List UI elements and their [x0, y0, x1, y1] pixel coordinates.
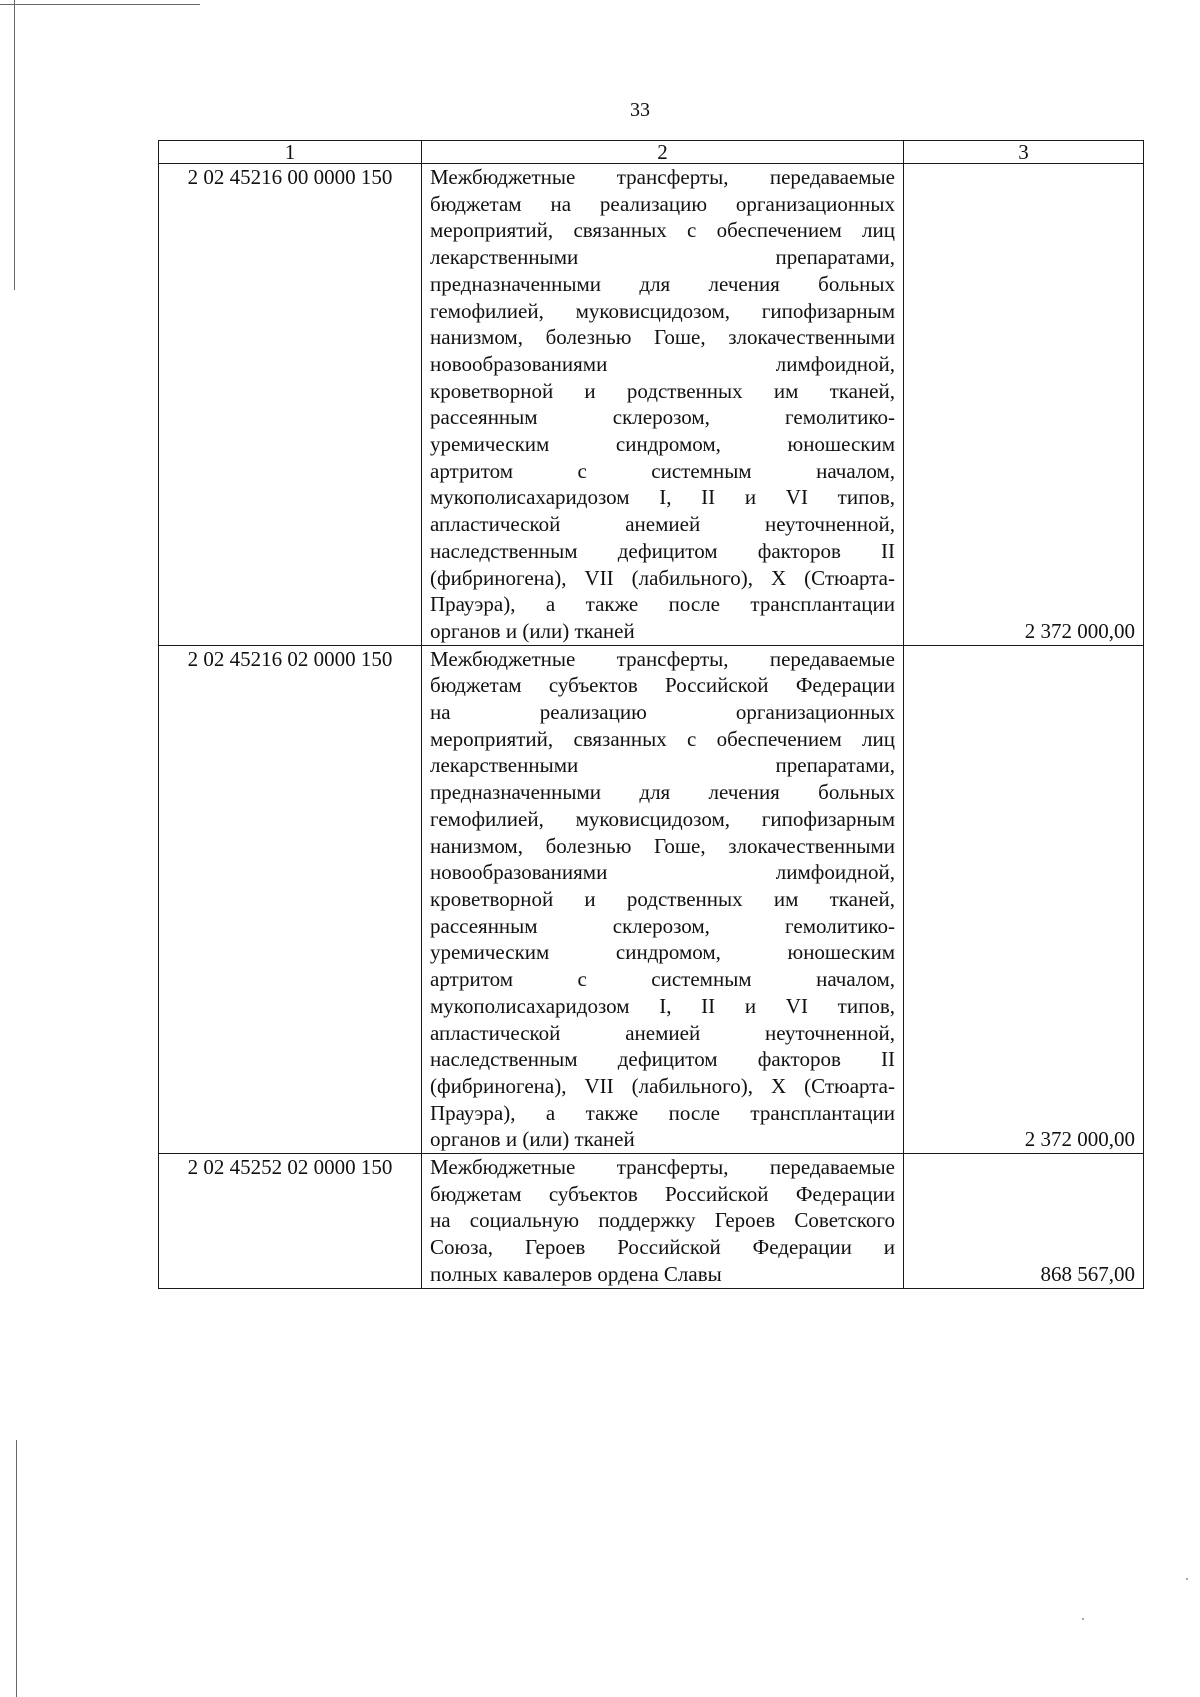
description-line: апластической анемией неуточненной,	[430, 1020, 895, 1045]
description-line: рассеянным склерозом, гемолитико-	[430, 913, 895, 938]
description-cell	[422, 164, 904, 646]
description-line: Прауэра), а также после трансплантации	[430, 592, 895, 617]
description-line: Межбюджетные трансферты, передаваемые	[430, 165, 895, 189]
description-line: мероприятий, связанных с обеспечением лиц	[430, 726, 895, 751]
budget-code-cell: 2 02 45216 00 0000 150	[159, 164, 422, 646]
column-header: 1	[159, 141, 422, 164]
description-line: нанизмом, болезнью Гоше, злокачественными	[430, 833, 895, 858]
description-line: кроветворной и родственных им тканей,	[430, 378, 895, 403]
description-line: на социальную поддержку Героев Советского	[430, 1208, 895, 1233]
description-line: бюджетам субъектов Российской Федерации	[430, 673, 895, 698]
description-line: мероприятий, связанных с обеспечением лиц	[430, 218, 895, 243]
description-line: Межбюджетные трансферты, передаваемые	[430, 646, 895, 671]
description-line: наследственным дефицитом факторов II	[430, 1047, 895, 1072]
description-line: на реализацию организационных	[430, 700, 895, 725]
description-line: бюджетам на реализацию организационных	[430, 191, 895, 216]
description-line: полных кавалеров ордена Славы	[430, 1261, 722, 1286]
description-line: предназначенными для лечения больных	[430, 271, 895, 296]
column-header: 3	[904, 141, 1144, 164]
amount-cell: 2 372 000,00	[904, 645, 1144, 1153]
description-line: новообразованиями лимфоидной,	[430, 351, 895, 376]
description-line: Прауэра), а также после трансплантации	[430, 1100, 895, 1125]
page-number: 33	[630, 99, 650, 121]
description-line: новообразованиями лимфоидной,	[430, 860, 895, 885]
description-line: Межбюджетные трансферты, передаваемые	[430, 1155, 895, 1180]
scan-edge-left-top	[14, 0, 15, 290]
description-line: Союза, Героев Российской Федерации и	[430, 1235, 895, 1260]
description-line: уремическим синдромом, юношеским	[430, 940, 895, 965]
description-line: апластической анемией неуточненной,	[430, 512, 895, 537]
description-line: мукополисахаридозом I, II и VI типов,	[430, 485, 895, 510]
description-line: наследственным дефицитом факторов II	[430, 538, 895, 563]
description-line: артритом с системным началом,	[430, 458, 895, 483]
column-header: 2	[422, 141, 904, 164]
scan-edge-left-bottom	[16, 1440, 17, 1697]
description-line: рассеянным склерозом, гемолитико-	[430, 405, 895, 430]
description-cell	[422, 1154, 904, 1289]
description-line: предназначенными для лечения больных	[430, 780, 895, 805]
description-line: (фибриногена), VII (лабильного), X (Стюарта-	[430, 565, 895, 590]
table-row	[159, 164, 1144, 646]
table-row	[159, 645, 1144, 1153]
description-line: (фибриногена), VII (лабильного), X (Стюарта-	[430, 1073, 895, 1098]
description-line: органов и (или) тканей	[430, 618, 635, 643]
table-header-row	[159, 141, 1144, 164]
description-line: нанизмом, болезнью Гоше, злокачественными	[430, 325, 895, 350]
amount-cell: 2 372 000,00	[904, 164, 1144, 646]
scan-edge-top	[0, 4, 200, 5]
scan-speck	[1082, 1618, 1084, 1620]
description-line: уремическим синдромом, юношеским	[430, 432, 895, 457]
description-line: бюджетам субъектов Российской Федерации	[430, 1181, 895, 1206]
budget-code-cell: 2 02 45216 02 0000 150	[159, 645, 422, 1153]
description-line: гемофилией, муковисцидозом, гипофизарным	[430, 806, 895, 831]
description-cell	[422, 645, 904, 1153]
description-line: артритом с системным началом,	[430, 967, 895, 992]
budget-code-cell: 2 02 45252 02 0000 150	[159, 1154, 422, 1289]
description-line: лекарственными препаратами,	[430, 753, 895, 778]
description-line: мукополисахаридозом I, II и VI типов,	[430, 993, 895, 1018]
description-line: органов и (или) тканей	[430, 1127, 635, 1152]
description-line: гемофилией, муковисцидозом, гипофизарным	[430, 298, 895, 323]
description-line: кроветворной и родственных им тканей,	[430, 886, 895, 911]
amount-cell: 868 567,00	[904, 1154, 1144, 1289]
budget-table	[158, 140, 1144, 1289]
table-row	[159, 1154, 1144, 1289]
scan-speck	[1186, 1578, 1188, 1580]
description-line: лекарственными препаратами,	[430, 245, 895, 270]
